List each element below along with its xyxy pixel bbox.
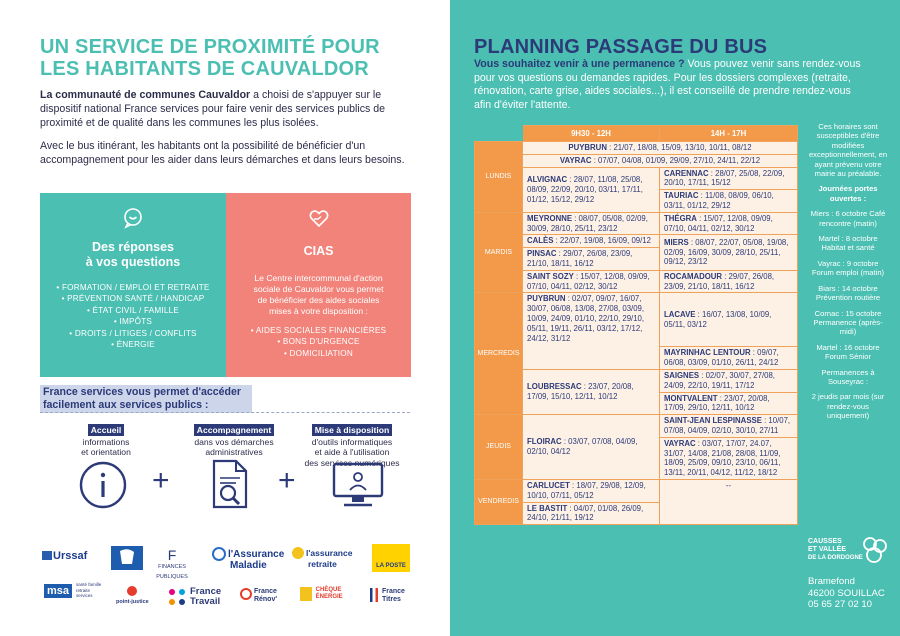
table-cell bbox=[523, 502, 660, 525]
intro-paragraph-2: Avec le bus itinérant, les habitants ont la possibilité de bénéficier d'un accompagnement pour les aider dans leurs démarches et dans leurs besoins. bbox=[40, 140, 405, 167]
town-name: ALVIGNAC bbox=[527, 174, 568, 184]
fs-heading-1: France services vous permet d'accéder bbox=[43, 386, 242, 398]
town-name: LOUBRESSAC bbox=[527, 382, 582, 392]
day-mercredi: MERCREDIS bbox=[475, 293, 523, 415]
laposte-logo bbox=[372, 544, 410, 572]
list-item: • IMPÔTS bbox=[113, 317, 153, 327]
cias-text: Le Centre intercommunal d'action sociale de Cauvaldor vous permet de bénéficier des aides sociales mises à votre disposition : bbox=[253, 273, 384, 316]
brand-line: DE LA DORDOGNE bbox=[808, 555, 863, 561]
intro-bold: La communauté de communes Cauvaldor bbox=[40, 89, 251, 101]
town-name: CARENNAC bbox=[664, 168, 709, 178]
dashed-divider bbox=[40, 412, 410, 413]
town-dates: : 02/07, 30/07, 27/08, 24/09, 22/10, 19/11, 17/12 bbox=[664, 370, 775, 390]
table-cell bbox=[523, 369, 660, 414]
table-cell bbox=[523, 293, 660, 370]
town-dates: : 23/07, 20/08, 17/09, 15/10, 12/11, 10/12 bbox=[527, 382, 634, 402]
town-dates: : 08/07, 05/08, 02/09, 30/09, 28/10, 25/11, 23/12 bbox=[527, 213, 648, 233]
france-travail-logo bbox=[190, 587, 221, 607]
logo-text: CHÈQUE bbox=[315, 587, 342, 593]
cauvaldor-brand bbox=[808, 538, 863, 562]
msa-logo bbox=[44, 584, 72, 598]
table-cell bbox=[660, 235, 798, 270]
france-renov-logo bbox=[240, 588, 277, 604]
brand-line: CAUSSES bbox=[808, 538, 842, 545]
town-name: LACAVE bbox=[664, 310, 696, 320]
table-cell bbox=[660, 212, 798, 235]
town-dates: : 16/07, 13/08, 10/09, 05/11, 03/12 bbox=[664, 310, 772, 329]
table-cell bbox=[523, 479, 660, 502]
logo-text: Urssaf bbox=[53, 550, 88, 562]
table-cell bbox=[660, 369, 798, 392]
address-line: Bramefond bbox=[808, 576, 855, 587]
list-item: • DROITS / LITIGES / CONFLITS bbox=[69, 328, 197, 338]
table-cell bbox=[523, 270, 660, 293]
table-row bbox=[475, 142, 798, 155]
assurance-retraite-logo bbox=[292, 547, 352, 569]
note-heading: Journées portes ouvertes : bbox=[818, 184, 878, 203]
logo-text: l'Assurance bbox=[228, 549, 285, 560]
town-dates: : 09/07, 06/08, 03/09, 01/10, 26/11, 24/12 bbox=[664, 348, 779, 368]
plus-sign-1: + bbox=[152, 464, 170, 497]
note: Cornac : 15 octobre Permanence (après-midi) bbox=[813, 308, 883, 337]
service-line: des services numériques bbox=[304, 457, 400, 468]
town-dates: : 04/07, 01/08, 26/09, 24/10, 21/11, 19/12 bbox=[527, 503, 644, 523]
brand-line: ET VALLÉE bbox=[808, 546, 846, 553]
document-search-icon bbox=[206, 458, 256, 510]
service-line: administratives bbox=[205, 447, 263, 458]
town-dates: : 22/07, 19/08, 16/09, 09/12 bbox=[553, 236, 651, 246]
town-dates: : 08/07, 22/07, 05/08, 19/08, 02/09, 16/09, 30/09, 28/10, 25/11, 09/12, 23/12 bbox=[664, 237, 789, 267]
cauvaldor-logo-icon bbox=[860, 534, 890, 566]
town-dates: : 18/07, 29/08, 12/09, 10/10, 07/11, 05/12 bbox=[527, 480, 646, 500]
title-line-1: UN SERVICE DE PROXIMITÉ POUR bbox=[40, 36, 380, 58]
planning-intro bbox=[474, 58, 869, 112]
day-vendredi: VENDREDIS bbox=[475, 479, 523, 524]
title-line-2: LES HABITANTS DE CAUVALDOR bbox=[40, 58, 369, 80]
table-cell bbox=[660, 167, 798, 190]
table-cell bbox=[523, 154, 798, 167]
town-name: LE BASTIT bbox=[527, 503, 568, 513]
note: 2 jeudis par mois (sur rendez-vous uniquement) bbox=[811, 392, 885, 421]
logo-text: Travail bbox=[190, 596, 221, 607]
list-item: • FORMATION / EMPLOI ET RETRAITE bbox=[56, 283, 210, 292]
town-dates: : 07/07, 04/08, 01/09, 29/09, 27/10, 24/11, 22/12 bbox=[591, 155, 761, 165]
plus-sign-2: + bbox=[278, 464, 296, 497]
town-dates: : 29/07, 26/08, 23/09, 21/10, 18/11, 16/12 bbox=[527, 249, 633, 268]
town-name: SAINT SOZY bbox=[527, 271, 574, 281]
logo-text: FINANCES PUBLIQUES bbox=[156, 564, 188, 580]
town-name: THÉGRA bbox=[664, 213, 697, 223]
heart-hand-icon bbox=[308, 207, 330, 229]
town-dates: : 23/07, 20/08, 17/09, 29/10, 12/11, 10/12 bbox=[664, 393, 770, 413]
day-jeudi: JEUDIS bbox=[475, 415, 523, 480]
town-dates: : 11/08, 08/09, 06/10, 03/11, 01/12, 29/12 bbox=[664, 191, 774, 210]
table-row bbox=[475, 235, 798, 248]
cheque-energie-logo bbox=[300, 587, 343, 601]
table-cell bbox=[660, 437, 798, 479]
list-item: • AIDES SOCIALES FINANCIÈRES bbox=[250, 326, 387, 335]
day-mardi: MARDIS bbox=[475, 212, 523, 293]
town-name: MONTVALENT bbox=[664, 393, 718, 403]
note: Miers : 6 octobre Café rencontre (matin) bbox=[810, 209, 886, 228]
logo-text: France bbox=[190, 586, 222, 597]
list-item: • ÉTAT CIVIL / FAMILLE bbox=[86, 305, 180, 315]
planning-title: PLANNING PASSAGE DU BUS bbox=[474, 36, 768, 58]
table-cell bbox=[660, 392, 798, 415]
logo-text: France bbox=[381, 588, 405, 595]
questions-box-title bbox=[40, 240, 226, 270]
logo-text: msa bbox=[44, 584, 72, 598]
town-name: VAYRAC bbox=[559, 155, 592, 165]
town-name: FLOIRAC bbox=[527, 437, 562, 447]
table-cell bbox=[660, 293, 798, 347]
table-header-row bbox=[475, 126, 798, 142]
table-cell: -- bbox=[660, 479, 798, 524]
questions-box bbox=[40, 193, 226, 377]
table-row bbox=[475, 212, 798, 235]
address-line: 46200 SOUILLAC bbox=[808, 587, 885, 599]
note: Ces horaires sont susceptibles d'être modifiées exceptionnellement, en ayant prévenu votre mairie au préalable. bbox=[808, 122, 888, 179]
town-name: MIERS bbox=[664, 237, 689, 247]
cias-list bbox=[226, 325, 411, 359]
note: Martel : 8 octobre Habitat et santé bbox=[818, 234, 878, 253]
urssaf-logo bbox=[42, 551, 87, 561]
msa-subtitle: santé famille retraite services bbox=[76, 582, 102, 598]
town-dates: : 03/07, 17/07, 24.07, 31/07, 14/08, 21/08, 28/08, 11/09, 18/09, 25/09, 09/10, 23/10, 06/11, 13/11, 20/11, 04/12, 11/12, 18/12 bbox=[664, 438, 781, 478]
town-dates: : 15/07, 12/08, 09/09, 07/10, 04/11, 02/12, 30/12 bbox=[664, 213, 773, 233]
service-line: informations bbox=[82, 437, 130, 448]
chat-icon bbox=[122, 207, 144, 229]
service-line: dans vos démarches bbox=[194, 437, 274, 448]
logo-text: Rénov' bbox=[253, 596, 278, 603]
note: Martel : 16 octobre Forum Sénior bbox=[816, 342, 880, 362]
logo-text: ÉNERGIE bbox=[315, 594, 343, 600]
cias-box bbox=[226, 193, 411, 377]
table-cell bbox=[660, 270, 798, 293]
address-phone: 05 65 27 02 10 bbox=[808, 599, 873, 611]
logo-text: retraite bbox=[308, 559, 337, 569]
questions-title-2: à vos questions bbox=[85, 255, 181, 269]
town-dates: : 02/07, 09/07, 16/07, 30/07, 06/08, 13/08, 27/08, 03/09, 10/09, 24/09, 01/10, 22/10, 29/10, 05/11, 19/11, 26/11, 03/12, 17/12, 24/12, 31/12 bbox=[527, 294, 645, 343]
town-dates: : 03/07, 07/08, 04/09, 02/10, 04/12 bbox=[527, 437, 638, 457]
town-name: MAYRINHAC LENTOUR bbox=[664, 348, 751, 358]
table-cell bbox=[660, 415, 798, 438]
logo-text: point-justice bbox=[116, 599, 149, 605]
town-dates: : 28/07, 25/08, 22/09, 20/10, 17/11, 15/12 bbox=[664, 168, 785, 188]
france-titres-logo bbox=[370, 588, 405, 604]
list-item: • PRÉVENTION SANTÉ / HANDICAP bbox=[61, 294, 205, 304]
service-line: d'outils informatiques bbox=[311, 437, 393, 448]
column-header-afternoon: 14H - 17H bbox=[660, 126, 798, 142]
table-cell bbox=[523, 167, 660, 212]
finances-logo: F FINANCES PUBLIQUES bbox=[148, 548, 196, 582]
table-cell bbox=[523, 415, 660, 480]
town-name: PUYBRUN bbox=[527, 294, 566, 304]
table-row bbox=[475, 415, 798, 438]
fs-heading-2: facilement aux services publics : bbox=[43, 399, 209, 411]
intro-rest: Vous pouvez venir sans rendez-vous pour vos questions ou demandes rapides. Pour les dossiers complexes (retraite, rénovation, carte grise, aides sociales...), il est conseillé de prendre rendez-vous afin d'éviter l'attente. bbox=[474, 58, 861, 111]
town-name: SAINT-JEAN LESPINASSE bbox=[664, 416, 762, 426]
address-block bbox=[808, 576, 885, 611]
logo-text: l'assurance bbox=[306, 548, 353, 558]
town-dates: : 21/07, 18/08, 15/09, 13/10, 10/11, 08/12 bbox=[606, 143, 752, 152]
table-cell bbox=[523, 248, 660, 271]
service-title: Mise à disposition bbox=[312, 424, 393, 436]
town-dates: : 29/07, 26/08, 23/09, 21/10, 18/11, 16/12 bbox=[664, 271, 775, 291]
logo-text: France bbox=[253, 588, 277, 595]
table-cell bbox=[523, 212, 660, 235]
day-lundi: LUNDIS bbox=[475, 142, 523, 213]
service-accueil bbox=[58, 424, 154, 458]
service-line: et orientation bbox=[81, 447, 131, 458]
questions-title-1: Des réponses bbox=[92, 240, 174, 254]
logo-text: Maladie bbox=[230, 560, 267, 571]
town-dates: : 15/07, 12/08, 09/09, 07/10, 04/11, 02/12, 30/12 bbox=[527, 271, 650, 291]
table-cell bbox=[523, 142, 798, 155]
table-row bbox=[475, 154, 798, 167]
note: Vayrac : 9 octobre Forum emploi (matin) bbox=[811, 258, 885, 278]
france-travail-icon bbox=[166, 586, 188, 608]
intro-rest: a choisi de s'appuyer sur le dispositif national France services pour faire venir des services publics de proximité et de qualité dans les communes les plus isolées. bbox=[40, 89, 386, 130]
assurance-maladie-logo bbox=[212, 547, 284, 571]
town-name: CALÈS bbox=[527, 236, 554, 246]
town-name: MEYRONNE bbox=[527, 213, 573, 223]
intro-paragraph bbox=[40, 88, 410, 131]
list-item: • ÉNERGIE bbox=[111, 340, 155, 350]
table-cell bbox=[523, 235, 660, 248]
table-row bbox=[475, 479, 798, 502]
town-name: PINSAC bbox=[527, 249, 557, 259]
side-notes bbox=[806, 122, 890, 427]
table-row bbox=[475, 167, 798, 190]
table-row bbox=[475, 293, 798, 347]
logo-text: Titres bbox=[381, 596, 401, 603]
france-services-heading bbox=[40, 385, 252, 413]
table-row bbox=[475, 369, 798, 392]
computer-icon bbox=[330, 460, 386, 510]
town-name: ROCAMADOUR bbox=[664, 271, 723, 281]
service-line: et aide à l'utilisation bbox=[314, 447, 390, 458]
note: Biars : 14 octobre Prévention routière bbox=[815, 283, 881, 303]
marianne-icon bbox=[110, 545, 144, 571]
service-title: Accompagnement bbox=[194, 424, 275, 436]
list-item: • BONS D'URGENCE bbox=[277, 337, 360, 347]
logo-text: LA POSTE bbox=[376, 563, 406, 569]
questions-list bbox=[40, 282, 226, 350]
table-cell bbox=[660, 347, 798, 370]
town-name: SAIGNES bbox=[664, 370, 700, 380]
info-icon bbox=[78, 460, 128, 510]
column-header-morning: 9H30 - 12H bbox=[523, 126, 660, 142]
town-name: VAYRAC bbox=[664, 438, 696, 448]
town-name: CARLUCET bbox=[527, 480, 570, 490]
table-cell bbox=[660, 190, 798, 213]
town-dates: : 10/07, 07/08, 04/09, 02/10, 30/10, 27/11 bbox=[664, 416, 791, 435]
cias-title: CIAS bbox=[303, 244, 334, 258]
list-item: • DOMICILIATION bbox=[284, 348, 353, 358]
town-name: TAURIAC bbox=[664, 191, 699, 201]
schedule-table bbox=[474, 125, 798, 525]
table-corner bbox=[475, 126, 523, 142]
service-title: Accueil bbox=[88, 424, 125, 436]
town-dates: : 28/07, 11/08, 25/08, 08/09, 22/09, 20/10, 03/11, 17/11, 01/12, 15/12, 29/12 bbox=[527, 174, 643, 204]
note: Permanences à Souseyrac : bbox=[821, 367, 875, 386]
service-accompagnement bbox=[176, 424, 292, 458]
table-row bbox=[475, 270, 798, 293]
town-name: PUYBRUN bbox=[568, 143, 607, 152]
intro-bold: Vous souhaitez venir à une permanence ? bbox=[474, 58, 685, 70]
page-title bbox=[40, 36, 400, 80]
point-justice-logo bbox=[116, 586, 149, 607]
